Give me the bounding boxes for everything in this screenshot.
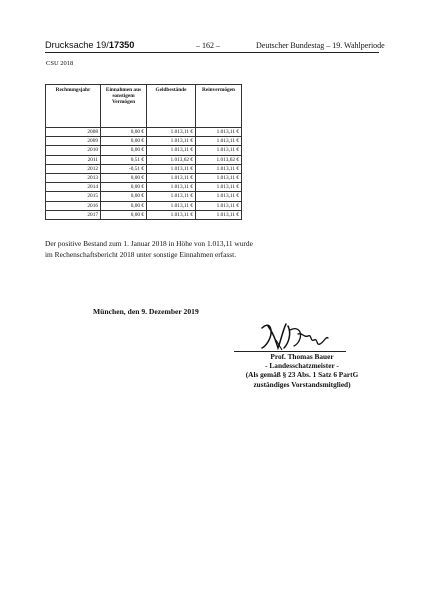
cell-income: 0,51 €: [101, 155, 147, 164]
cell-income: 0,00 €: [101, 137, 147, 146]
cell-cash: 1.013,11 €: [147, 128, 196, 137]
document-number-prefix: Drucksache 19/: [45, 40, 109, 50]
cell-income: 0,00 €: [101, 146, 147, 155]
cell-year: 2013: [46, 173, 101, 182]
table-row: [46, 192, 242, 201]
note-line: im Rechenschaftsbericht 2018 unter sonstige Einnahmen erfasst.: [45, 249, 237, 259]
cell-income: -0,51 €: [101, 164, 147, 173]
cell-year: 2011: [46, 155, 101, 164]
cell-net-assets: 1.013,11 €: [196, 137, 242, 146]
cell-cash: 1.013,11 €: [147, 146, 196, 155]
legal-basis-line: zuständiges Vorstandsmitglied): [253, 379, 351, 389]
cell-year: 2008: [46, 128, 101, 137]
cell-year: 2010: [46, 146, 101, 155]
cell-net-assets: 1.013,11 €: [196, 128, 242, 137]
section-label: CSU 2018: [46, 60, 74, 67]
table-header-row: [46, 85, 242, 128]
column-header-income: Einnahmen aus sonstigem Vermögen: [101, 85, 147, 128]
note-line: Der positive Bestand zum 1. Januar 2018 in Höhe von 1.013,11 wurde: [45, 239, 253, 248]
cell-net-assets: 1.013,11 €: [196, 173, 242, 182]
finance-table: [45, 84, 242, 220]
signatory-name: Prof. Thomas Bauer: [270, 352, 334, 361]
table-row: [46, 183, 242, 192]
column-header-cash: Geldbestände: [147, 85, 196, 128]
header-divider: [45, 52, 379, 53]
cell-net-assets: 1.013,11 €: [196, 183, 242, 192]
cell-net-assets: 1.013,62 €: [196, 155, 242, 164]
table-row: [46, 137, 242, 146]
table-row: [46, 146, 242, 155]
cell-income: 0,00 €: [101, 173, 147, 182]
table-row: [46, 128, 242, 137]
cell-net-assets: 1.013,11 €: [196, 146, 242, 155]
document-number-value: 17350: [108, 40, 135, 50]
cell-income: 0,00 €: [101, 183, 147, 192]
cell-income: 0,00 €: [101, 201, 147, 210]
cell-year: 2014: [46, 183, 101, 192]
column-header-year: Rechnungsjahr: [46, 85, 101, 128]
cell-net-assets: 1.013,11 €: [196, 192, 242, 201]
cell-year: 2017: [46, 210, 101, 219]
cell-income: 0,00 €: [101, 192, 147, 201]
table-row: [46, 210, 242, 219]
place-and-date: München, den 9. Dezember 2019: [93, 307, 199, 316]
table-body: [46, 128, 242, 220]
table-row: [46, 201, 242, 210]
cell-year: 2012: [46, 164, 101, 173]
document-number: [45, 40, 134, 50]
cell-net-assets: 1.013,11 €: [196, 201, 242, 210]
cell-cash: 1.013,62 €: [147, 155, 196, 164]
cell-cash: 1.013,11 €: [147, 201, 196, 210]
cell-cash: 1.013,11 €: [147, 164, 196, 173]
column-header-net-assets: Reinvermögen: [196, 85, 242, 128]
handwritten-signature: [258, 320, 334, 354]
table-row: [46, 164, 242, 173]
explanatory-note: [45, 239, 375, 260]
signature-block: [222, 352, 382, 389]
page-number: – 162 –: [196, 41, 220, 50]
cell-cash: 1.013,11 €: [147, 137, 196, 146]
cell-cash: 1.013,11 €: [147, 173, 196, 182]
cell-net-assets: 1.013,11 €: [196, 210, 242, 219]
cell-year: 2016: [46, 201, 101, 210]
signatory-role: - Landesschatzmeister -: [265, 361, 339, 371]
table-row: [46, 155, 242, 164]
cell-net-assets: 1.013,11 €: [196, 164, 242, 173]
cell-cash: 1.013,11 €: [147, 210, 196, 219]
parliament-label: Deutscher Bundestag – 19. Wahlperiode: [256, 41, 385, 50]
cell-year: 2009: [46, 137, 101, 146]
cell-income: 0,00 €: [101, 128, 147, 137]
table-row: [46, 173, 242, 182]
cell-cash: 1.013,11 €: [147, 192, 196, 201]
cell-cash: 1.013,11 €: [147, 183, 196, 192]
legal-basis-line: (Als gemäß § 23 Abs. 1 Satz 6 PartG: [245, 370, 359, 380]
cell-income: 0,00 €: [101, 210, 147, 219]
cell-year: 2015: [46, 192, 101, 201]
